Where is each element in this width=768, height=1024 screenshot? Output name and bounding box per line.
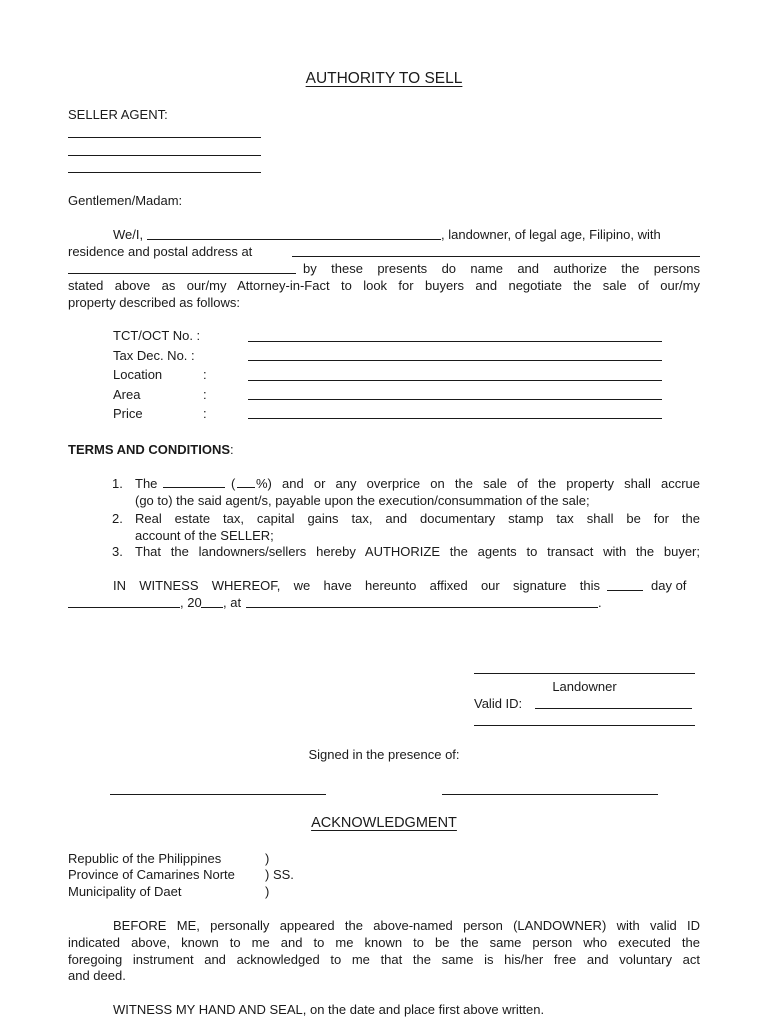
address-blank-1 bbox=[292, 256, 700, 257]
field-area-colon: : bbox=[203, 387, 207, 402]
before-me-line-4: and deed. bbox=[68, 968, 126, 983]
valid-id-label: Valid ID: bbox=[474, 696, 523, 711]
before-me-line-2: indicated above, known to me and to me known to be the same person who executed the bbox=[68, 935, 700, 950]
address-blank-2 bbox=[68, 273, 296, 274]
seller-agent-line-1 bbox=[68, 137, 261, 138]
field-tct-label: TCT/OCT No. : bbox=[113, 328, 201, 343]
field-location-label: Location bbox=[113, 367, 163, 382]
terms-heading-colon: : bbox=[230, 442, 234, 457]
witness-day-of: day of bbox=[651, 578, 687, 593]
field-price-label: Price bbox=[113, 406, 143, 421]
salutation: Gentlemen/Madam: bbox=[68, 193, 183, 208]
witness-hand-seal: WITNESS MY HAND AND SEAL, on the date and place first above written. bbox=[113, 1002, 545, 1017]
intro-residence: residence and postal address at bbox=[68, 244, 253, 259]
witness-period: . bbox=[598, 595, 602, 610]
term-1-the: The bbox=[135, 476, 158, 491]
landowner-label: Landowner bbox=[552, 679, 617, 694]
term-2-line1: Real estate tax, capital gains tax, and documentary stamp tax shall be for the bbox=[135, 511, 700, 526]
landowner-extra-line bbox=[474, 725, 695, 726]
field-tct-blank bbox=[248, 341, 662, 342]
intro-landowner-text: , landowner, of legal age, Filipino, with bbox=[441, 227, 661, 242]
before-me-line-1: BEFORE ME, personally appeared the above-named person (LANDOWNER) with valid ID bbox=[113, 918, 700, 933]
field-area-blank bbox=[248, 399, 662, 400]
venue-republic-mark: ) bbox=[265, 851, 270, 866]
before-me-line-3: foregoing instrument and acknowledged to me that the same is his/her free and voluntary act bbox=[68, 952, 700, 967]
term-1-line1-rest: %) and or any overprice on the sale of the property shall accrue bbox=[256, 476, 700, 491]
venue-municipality-mark: ) bbox=[265, 884, 270, 899]
witness-1-signature-line bbox=[110, 794, 326, 795]
field-area-label: Area bbox=[113, 387, 141, 402]
witness-month-blank bbox=[68, 607, 180, 608]
valid-id-blank bbox=[535, 708, 692, 709]
term-1-amount-blank bbox=[163, 487, 225, 488]
terms-heading bbox=[68, 441, 234, 458]
intro-presents-text: by these presents do name and authorize the persons bbox=[303, 261, 700, 276]
term-1-percent-blank bbox=[237, 487, 255, 488]
seller-agent-label: SELLER AGENT: bbox=[68, 107, 168, 122]
field-price-blank bbox=[248, 418, 662, 419]
term-1-number: 1. bbox=[112, 476, 123, 491]
term-1-line2: (go to) the said agent/s, payable upon the execution/consummation of the sale; bbox=[135, 493, 590, 508]
landowner-name-blank bbox=[147, 239, 441, 240]
field-price-colon: : bbox=[203, 406, 207, 421]
landowner-signature-line bbox=[474, 673, 695, 674]
field-location-blank bbox=[248, 380, 662, 381]
term-2-line2: account of the SELLER; bbox=[135, 528, 274, 543]
venue-municipality: Municipality of Daet bbox=[68, 884, 182, 899]
term-3-line1: That the landowners/sellers hereby AUTHORIZE the agents to transact with the buyer; bbox=[135, 544, 700, 559]
signed-presence: Signed in the presence of: bbox=[308, 747, 460, 762]
terms-heading-text: TERMS AND CONDITIONS bbox=[68, 442, 231, 457]
venue-province: Province of Camarines Norte bbox=[68, 867, 235, 882]
seller-agent-line-3 bbox=[68, 172, 261, 173]
venue-republic: Republic of the Philippines bbox=[68, 851, 222, 866]
term-2-number: 2. bbox=[112, 511, 123, 526]
field-location-colon: : bbox=[203, 367, 207, 382]
term-3-number: 3. bbox=[112, 544, 123, 559]
witness-year-blank bbox=[201, 607, 223, 608]
document-title: AUTHORITY TO SELL bbox=[305, 70, 463, 87]
field-taxdec-label: Tax Dec. No. : bbox=[113, 348, 195, 363]
seller-agent-line-2 bbox=[68, 155, 261, 156]
witness-text-a: IN WITNESS WHEREOF, we have hereunto affixed our signature this bbox=[113, 578, 600, 593]
intro-line-4: property described as follows: bbox=[68, 295, 240, 310]
term-1-paren: ( bbox=[231, 476, 236, 491]
witness-2-signature-line bbox=[442, 794, 658, 795]
witness-year-prefix: , 20 bbox=[180, 595, 202, 610]
intro-line-3: stated above as our/my Attorney-in-Fact to look for buyers and negotiate the sale of our/my bbox=[68, 278, 700, 293]
witness-place-blank bbox=[246, 607, 598, 608]
field-taxdec-blank bbox=[248, 360, 662, 361]
venue-province-mark: ) SS. bbox=[265, 867, 294, 882]
witness-day-blank bbox=[607, 590, 643, 591]
acknowledgment-title: ACKNOWLEDGMENT bbox=[311, 815, 457, 831]
intro-we-i: We/I, bbox=[113, 227, 144, 242]
witness-at: , at bbox=[223, 595, 242, 610]
